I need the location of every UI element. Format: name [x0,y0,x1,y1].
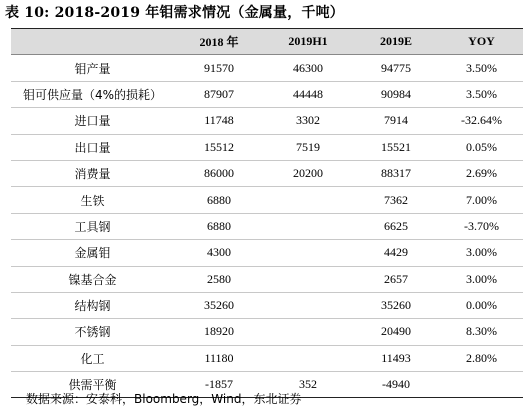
data-table-container [11,28,523,398]
table-cell: 15512 [174,134,264,160]
table-cell: 7519 [264,134,352,160]
table-row [11,345,523,371]
data-source-note: 数据来源：安泰科，Bloomberg，Wind，东北证券 [26,392,302,406]
table-cell: 35260 [352,292,440,318]
row-label: 工具钢 [11,213,174,239]
table-cell: 8.30% [440,319,523,345]
table-cell: -32.64% [440,108,523,134]
row-label: 不锈钢 [11,319,174,345]
table-row [11,187,523,213]
molybdenum-demand-table [11,28,523,398]
table-row [11,292,523,318]
row-label: 钼产量 [11,55,174,81]
row-label: 出口量 [11,134,174,160]
table-cell: 20200 [264,160,352,186]
table-row [11,108,523,134]
table-cell: 0.05% [440,134,523,160]
row-label: 消费量 [11,160,174,186]
column-header: YOY [440,29,523,55]
row-label: 供需平衡 [11,372,174,398]
row-label: 镍基合金 [11,266,174,292]
table-cell [264,345,352,371]
table-cell [264,240,352,266]
table-cell [264,319,352,345]
column-header: 2019E [352,29,440,55]
row-label: 结构钢 [11,292,174,318]
table-header-row [11,29,523,55]
table-row [11,266,523,292]
table-cell: 11180 [174,345,264,371]
table-cell: 46300 [264,55,352,81]
table-cell: 4429 [352,240,440,266]
table-cell: 88317 [352,160,440,186]
table-cell [264,213,352,239]
table-cell: 4300 [174,240,264,266]
table-cell: 6880 [174,213,264,239]
table-cell: 6625 [352,213,440,239]
table-cell: 11493 [352,345,440,371]
table-cell: -3.70% [440,213,523,239]
table-cell [264,187,352,213]
table-row [11,81,523,107]
table-cell: 15521 [352,134,440,160]
table-cell: 3.00% [440,240,523,266]
table-row [11,319,523,345]
row-label: 化工 [11,345,174,371]
table-cell: 6880 [174,187,264,213]
table-cell: 44448 [264,81,352,107]
table-cell: 18920 [174,319,264,345]
table-cell: 91570 [174,55,264,81]
table-row [11,134,523,160]
table-cell: 2657 [352,266,440,292]
table-cell: 7.00% [440,187,523,213]
table-cell: 11748 [174,108,264,134]
table-cell: 7914 [352,108,440,134]
column-header: 2018 年 [174,29,264,55]
row-label: 生铁 [11,187,174,213]
table-row [11,160,523,186]
table-cell: 352 [264,372,352,398]
table-cell: -4940 [352,372,440,398]
table-cell: 86000 [174,160,264,186]
table-cell [264,292,352,318]
table-cell [440,372,523,398]
column-header: 2019H1 [264,29,352,55]
table-cell: 2.69% [440,160,523,186]
table-cell: 87907 [174,81,264,107]
table-title: 表 10: 2018-2019 年钼需求情况（金属量，千吨） [5,5,345,21]
table-cell: 35260 [174,292,264,318]
table-cell: 3302 [264,108,352,134]
column-header [11,29,174,55]
table-cell: 2580 [174,266,264,292]
table-cell: 0.00% [440,292,523,318]
table-cell: 7362 [352,187,440,213]
table-cell: 3.50% [440,55,523,81]
table-cell: 2.80% [440,345,523,371]
table-row [11,213,523,239]
table-cell [264,266,352,292]
row-label: 钼可供应量（4%的损耗） [11,81,174,107]
table-cell: 20490 [352,319,440,345]
table-cell: 90984 [352,81,440,107]
table-cell: 3.50% [440,81,523,107]
table-cell: 3.00% [440,266,523,292]
row-label: 进口量 [11,108,174,134]
table-cell: -1857 [174,372,264,398]
table-cell: 94775 [352,55,440,81]
table-row [11,55,523,81]
table-row [11,240,523,266]
row-label: 金属钼 [11,240,174,266]
